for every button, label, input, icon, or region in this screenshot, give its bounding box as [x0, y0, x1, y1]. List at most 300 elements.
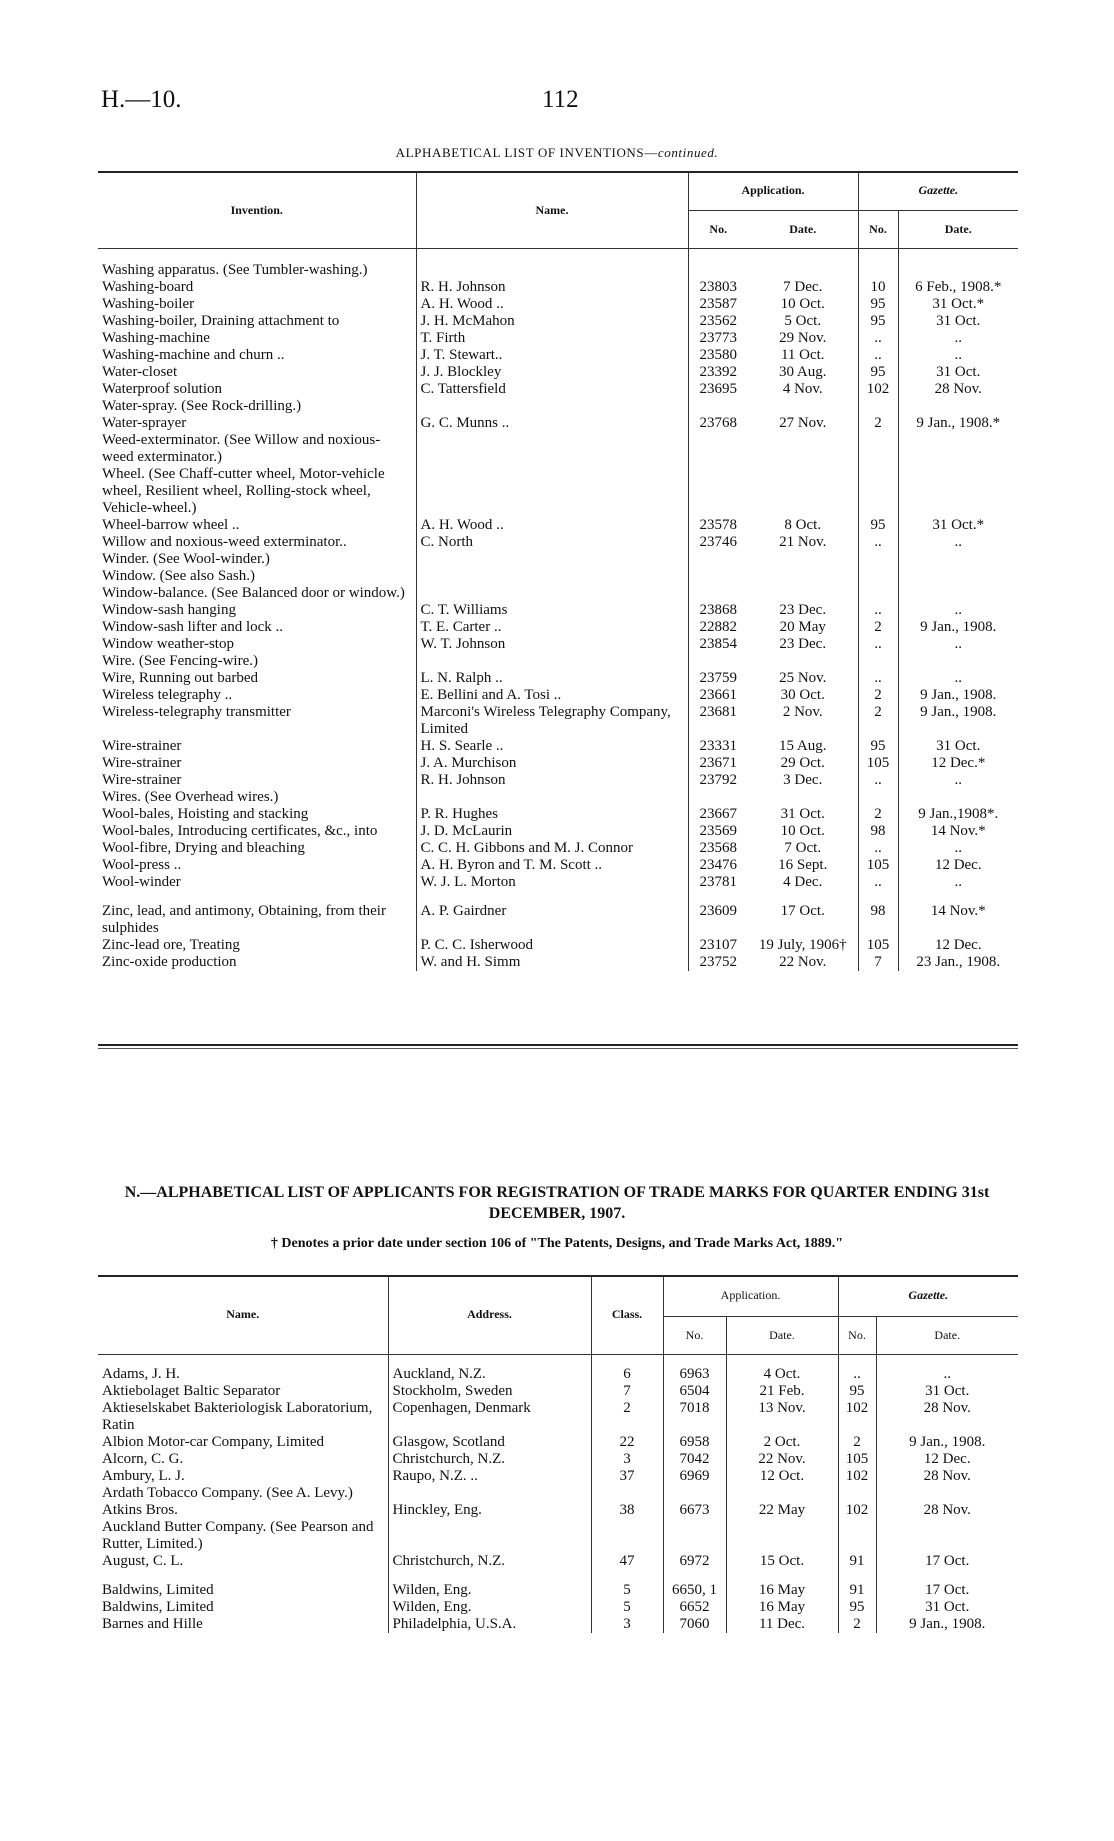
app-date-cell: 5 Oct. [784, 313, 822, 329]
gazette-no-cell: 95 [858, 296, 898, 313]
app-date-cell: 30 Aug. [779, 364, 827, 380]
col2-gaz-date: Date. [876, 1316, 1018, 1354]
app-date-cell: 4 Dec. [783, 874, 823, 890]
table-row [98, 432, 1018, 466]
app-date-cell [726, 1485, 838, 1502]
gazette-date-cell: .. [898, 670, 1018, 687]
app-date-cell: 22 May [726, 1502, 838, 1519]
name-cell: A. P. Gairdner [416, 903, 688, 937]
applicant-name-cell: Ambury, L. J. [102, 1468, 185, 1484]
gazette-date-cell [898, 432, 1018, 466]
app-date-cell: 3 Dec. [783, 772, 823, 788]
app-date-cell: 16 May [726, 1599, 838, 1616]
app-date-cell: 27 Nov. [779, 415, 827, 431]
table-row [98, 789, 1018, 806]
gazette-date-cell: 9 Jan.,1908*. [898, 806, 1018, 823]
class-cell: 37 [591, 1468, 663, 1485]
gazette-no-cell [858, 551, 898, 568]
app-date-cell: 29 Oct. [780, 755, 825, 771]
invention-cell: Washing-boiler [102, 296, 195, 312]
app-date-cell: 7 Oct. [784, 840, 822, 856]
app-no-cell: 6958 [663, 1434, 726, 1451]
gazette-no-cell: .. [858, 534, 898, 551]
gazette-date-cell: 12 Dec. [898, 937, 1018, 954]
gazette-no-cell: 91 [838, 1582, 876, 1599]
gazette-date-cell: 28 Nov. [876, 1400, 1018, 1434]
trade-marks-table [98, 1276, 1018, 1633]
table-row [98, 1519, 1018, 1553]
col-gazette: Gazette. [858, 172, 1018, 210]
gazette-date-cell: 28 Nov. [876, 1502, 1018, 1519]
table-row [98, 1434, 1018, 1451]
class-cell [591, 1519, 663, 1553]
table-row [98, 636, 1018, 653]
applicant-name-cell: Baldwins, Limited [102, 1582, 214, 1598]
table-row [98, 398, 1018, 415]
inventions-table-body [98, 262, 1018, 971]
app-no-cell [688, 398, 748, 415]
gazette-date-cell: 28 Nov. [876, 1468, 1018, 1485]
gazette-date-cell: 31 Oct. [898, 313, 1018, 330]
name-cell: C. T. Williams [416, 602, 688, 619]
name-cell [416, 551, 688, 568]
gazette-date-cell [898, 551, 1018, 568]
app-no-cell: 23476 [688, 857, 748, 874]
name-cell: G. C. Munns .. [416, 415, 688, 432]
name-cell [416, 585, 688, 602]
class-cell [591, 1485, 663, 1502]
app-no-cell: 23768 [688, 415, 748, 432]
gazette-no-cell: 95 [858, 517, 898, 534]
gazette-no-cell: 95 [838, 1599, 876, 1616]
app-no-cell: 23392 [688, 364, 748, 381]
gazette-no-cell: 105 [858, 937, 898, 954]
name-cell: L. N. Ralph .. [416, 670, 688, 687]
name-cell: R. H. Johnson [416, 772, 688, 789]
gazette-no-cell: 2 [858, 704, 898, 738]
trade-marks-table-body [98, 1366, 1018, 1633]
table-row [98, 772, 1018, 789]
gazette-no-cell [858, 262, 898, 279]
app-no-cell [663, 1485, 726, 1502]
gazette-no-cell: 95 [838, 1383, 876, 1400]
app-date-cell: 31 Oct. [780, 806, 825, 822]
app-no-cell: 6972 [663, 1553, 726, 1570]
name-cell: C. North [416, 534, 688, 551]
app-no-cell: 23752 [688, 954, 748, 971]
applicant-name-cell: Adams, J. H. [102, 1366, 180, 1382]
applicant-name-cell: Barnes and Hille [102, 1616, 203, 1632]
app-no-cell: 23695 [688, 381, 748, 398]
class-cell: 5 [591, 1599, 663, 1616]
app-date-cell: 29 Nov. [779, 330, 827, 346]
invention-cell: Zinc-lead ore, Treating [102, 937, 240, 953]
invention-cell: Wire. (See Fencing-wire.) [102, 653, 258, 669]
gazette-no-cell: 91 [838, 1553, 876, 1570]
table-row [98, 687, 1018, 704]
table-bottom-rule [98, 1044, 1018, 1046]
applicant-name-cell: Atkins Bros. [102, 1502, 178, 1518]
app-date-cell [748, 466, 858, 517]
address-cell: Philadelphia, U.S.A. [388, 1616, 591, 1633]
table-row [98, 415, 1018, 432]
gazette-no-cell: .. [858, 772, 898, 789]
name-cell: Marconi's Wireless Telegraphy Company, Limited [416, 704, 688, 738]
gazette-date-cell: .. [898, 347, 1018, 364]
app-no-cell: 6652 [663, 1599, 726, 1616]
invention-cell: Water-spray. (See Rock-drilling.) [102, 398, 302, 414]
name-cell: T. Firth [416, 330, 688, 347]
name-cell: E. Bellini and A. Tosi .. [416, 687, 688, 704]
applicant-name-cell: Aktiebolaget Baltic Separator [102, 1383, 281, 1399]
name-cell: J. A. Murchison [416, 755, 688, 772]
name-cell: A. H. Byron and T. M. Scott .. [416, 857, 688, 874]
invention-cell: Washing-boiler, Draining attachment to [102, 313, 340, 329]
invention-cell: Zinc-oxide production [102, 954, 237, 970]
name-cell: J. J. Blockley [416, 364, 688, 381]
gazette-date-cell: .. [898, 874, 1018, 891]
row-spacer [98, 1570, 1018, 1582]
app-no-cell: 7018 [663, 1400, 726, 1434]
invention-cell: Zinc, lead, and antimony, Obtaining, from their sulphides [102, 903, 386, 936]
invention-cell: Wire-strainer [102, 738, 182, 754]
app-no-cell: 7042 [663, 1451, 726, 1468]
invention-cell: Washing-board [102, 279, 194, 295]
invention-cell: Wires. (See Overhead wires.) [102, 789, 279, 805]
col-gaz-no: No. [858, 210, 898, 248]
app-date-cell: 10 Oct. [780, 823, 825, 839]
app-date-cell: 15 Aug. [779, 738, 827, 754]
table-row [98, 1485, 1018, 1502]
col2-app-no: No. [663, 1316, 726, 1354]
gazette-date-cell [876, 1519, 1018, 1553]
gazette-no-cell: 102 [838, 1468, 876, 1485]
app-no-cell: 23562 [688, 313, 748, 330]
name-cell: W. and H. Simm [416, 954, 688, 971]
class-cell: 3 [591, 1451, 663, 1468]
name-cell: C. Tattersfield [416, 381, 688, 398]
gazette-date-cell [898, 653, 1018, 670]
invention-cell: Wool-winder [102, 874, 181, 890]
class-cell: 6 [591, 1366, 663, 1383]
gazette-date-cell: 12 Dec.* [898, 755, 1018, 772]
gazette-no-cell: 7 [858, 954, 898, 971]
class-cell: 47 [591, 1553, 663, 1570]
class-cell: 5 [591, 1582, 663, 1599]
name-cell [416, 262, 688, 279]
gazette-no-cell: 2 [858, 687, 898, 704]
invention-cell: Water-closet [102, 364, 178, 380]
table-row [98, 1468, 1018, 1485]
app-date-cell: 22 Nov. [726, 1451, 838, 1468]
gazette-no-cell: 102 [838, 1502, 876, 1519]
gazette-no-cell: .. [858, 636, 898, 653]
gazette-date-cell: .. [898, 534, 1018, 551]
gazette-no-cell: 102 [838, 1400, 876, 1434]
name-cell: R. H. Johnson [416, 279, 688, 296]
table-row [98, 585, 1018, 602]
gazette-date-cell: 6 Feb., 1908.* [898, 279, 1018, 296]
address-cell: Wilden, Eng. [388, 1599, 591, 1616]
invention-cell: Window. (See also Sash.) [102, 568, 255, 584]
app-no-cell: 23868 [688, 602, 748, 619]
gazette-date-cell: 31 Oct. [876, 1383, 1018, 1400]
invention-cell: Window weather-stop [102, 636, 234, 652]
gazette-no-cell: 105 [858, 755, 898, 772]
table-row [98, 738, 1018, 755]
gazette-no-cell: 2 [838, 1616, 876, 1633]
class-cell: 3 [591, 1616, 663, 1633]
gazette-date-cell: 14 Nov.* [898, 903, 1018, 937]
address-cell: Glasgow, Scotland [388, 1434, 591, 1451]
table-row [98, 704, 1018, 738]
gazette-no-cell [858, 398, 898, 415]
table-row [98, 1582, 1018, 1599]
gazette-date-cell: 28 Nov. [898, 381, 1018, 398]
app-date-cell [726, 1519, 838, 1553]
app-no-cell: 6650, 1 [663, 1582, 726, 1599]
gazette-no-cell: .. [858, 347, 898, 364]
app-date-cell [748, 789, 858, 806]
app-date-cell: 10 Oct. [780, 296, 825, 312]
address-cell: Wilden, Eng. [388, 1582, 591, 1599]
invention-cell: Water-sprayer [102, 415, 187, 431]
table-row [98, 568, 1018, 585]
app-no-cell: 6963 [663, 1366, 726, 1383]
gazette-date-cell: .. [898, 330, 1018, 347]
address-cell [388, 1519, 591, 1553]
app-no-cell: 23569 [688, 823, 748, 840]
app-no-cell [688, 551, 748, 568]
invention-cell: Window-sash hanging [102, 602, 236, 618]
app-no-cell: 23587 [688, 296, 748, 313]
app-no-cell: 23578 [688, 517, 748, 534]
section-n-title: N.—ALPHABETICAL LIST OF APPLICANTS FOR REGISTRATION OF TRADE MARKS FOR QUARTER ENDING 31st DECEMBER, 1907. [124, 1184, 990, 1222]
invention-cell: Window-sash lifter and lock .. [102, 619, 284, 635]
section-n-note: † Denotes a prior date under section 106 of "The Patents, Designs, and Trade Marks Act, 1889." [270, 1236, 844, 1251]
app-no-cell: 23107 [688, 937, 748, 954]
name-cell [416, 466, 688, 517]
col-gaz-date: Date. [898, 210, 1018, 248]
app-date-cell: 22 Nov. [779, 954, 827, 970]
table-row [98, 670, 1018, 687]
app-no-cell [688, 789, 748, 806]
table-row [98, 534, 1018, 551]
app-no-cell: 23580 [688, 347, 748, 364]
invention-cell: Washing-machine [102, 330, 210, 346]
gazette-no-cell: 98 [858, 823, 898, 840]
app-date-cell [748, 262, 858, 279]
app-no-cell: 23803 [688, 279, 748, 296]
app-date-cell: 21 Nov. [779, 534, 827, 550]
app-date-cell: 16 Sept. [778, 857, 828, 873]
name-cell: W. J. L. Morton [416, 874, 688, 891]
applicant-name-cell: Aktieselskabet Bakteriologisk Laboratorium, Ratin [102, 1400, 373, 1433]
app-date-cell [748, 585, 858, 602]
name-cell [416, 653, 688, 670]
invention-cell: Wheel. (See Chaff-cutter wheel, Motor-vehicle wheel, Resilient wheel, Rolling-stock wheel, Vehicle-wheel.) [102, 466, 385, 516]
table-row [98, 619, 1018, 636]
table-row [98, 1400, 1018, 1434]
gazette-date-cell [898, 262, 1018, 279]
invention-cell: Wool-fibre, Drying and bleaching [102, 840, 305, 856]
app-no-cell: 22882 [688, 619, 748, 636]
gazette-date-cell: 9 Jan., 1908. [898, 619, 1018, 636]
app-date-cell [748, 551, 858, 568]
app-no-cell: 6504 [663, 1383, 726, 1400]
app-no-cell: 6969 [663, 1468, 726, 1485]
table-row [98, 1451, 1018, 1468]
gazette-date-cell: 12 Dec. [876, 1451, 1018, 1468]
app-no-cell: 7060 [663, 1616, 726, 1633]
table-row [98, 806, 1018, 823]
applicant-name-cell: Albion Motor-car Company, Limited [102, 1434, 325, 1450]
inventions-list-title: ALPHABETICAL LIST OF INVENTIONS—continued. [395, 145, 719, 160]
table-row [98, 954, 1018, 971]
gazette-date-cell [898, 568, 1018, 585]
app-no-cell: 23681 [688, 704, 748, 738]
table-row [98, 381, 1018, 398]
address-cell: Hinckley, Eng. [388, 1502, 591, 1519]
table-row [98, 466, 1018, 517]
app-date-cell: 4 Oct. [726, 1366, 838, 1383]
class-cell: 2 [591, 1400, 663, 1434]
address-cell: Copenhagen, Denmark [388, 1400, 591, 1434]
name-cell: J. H. McMahon [416, 313, 688, 330]
document-code: H.—10. [101, 86, 182, 113]
applicant-name-cell: Auckland Butter Company. (See Pearson and Rutter, Limited.) [102, 1519, 374, 1552]
table-row [98, 874, 1018, 891]
table-row [98, 347, 1018, 364]
col-application: Application. [688, 172, 858, 210]
gazette-date-cell [876, 1485, 1018, 1502]
class-cell: 38 [591, 1502, 663, 1519]
app-date-cell: 11 Oct. [780, 347, 825, 363]
table-row [98, 1383, 1018, 1400]
name-cell: J. D. McLaurin [416, 823, 688, 840]
class-cell: 7 [591, 1383, 663, 1400]
table-row [98, 903, 1018, 937]
invention-cell: Wire-strainer [102, 755, 182, 771]
table-bottom-rule-thin [98, 1048, 1018, 1049]
table-row [98, 653, 1018, 670]
gazette-no-cell [838, 1485, 876, 1502]
table-row [98, 313, 1018, 330]
gazette-date-cell: 23 Jan., 1908. [898, 954, 1018, 971]
invention-cell: Wool-press .. [102, 857, 182, 873]
gazette-no-cell: 105 [858, 857, 898, 874]
name-cell: P. R. Hughes [416, 806, 688, 823]
gazette-no-cell [858, 585, 898, 602]
name-cell [416, 568, 688, 585]
app-date-cell: 20 May [779, 619, 826, 635]
gazette-no-cell: .. [858, 874, 898, 891]
app-date-cell: 30 Oct. [780, 687, 825, 703]
address-cell [388, 1485, 591, 1502]
gazette-date-cell: 9 Jan., 1908.* [898, 415, 1018, 432]
gazette-date-cell: 31 Oct. [898, 738, 1018, 755]
gazette-date-cell: .. [898, 602, 1018, 619]
invention-cell: Wireless-telegraphy transmitter [102, 704, 291, 720]
col2-app-date: Date. [726, 1316, 838, 1354]
gazette-no-cell [858, 466, 898, 517]
col2-gaz-no: No. [838, 1316, 876, 1354]
app-no-cell: 23667 [688, 806, 748, 823]
app-no-cell: 23854 [688, 636, 748, 653]
app-date-cell: 19 July, 1906† [758, 937, 847, 953]
gazette-date-cell: 17 Oct. [876, 1553, 1018, 1570]
gazette-no-cell: 2 [858, 806, 898, 823]
name-cell: W. T. Johnson [416, 636, 688, 653]
name-cell: A. H. Wood .. [416, 517, 688, 534]
gazette-no-cell: 95 [858, 738, 898, 755]
app-date-cell [748, 653, 858, 670]
app-date-cell: 11 Dec. [726, 1616, 838, 1633]
address-cell: Raupo, N.Z. .. [388, 1468, 591, 1485]
invention-cell: Wool-bales, Hoisting and stacking [102, 806, 309, 822]
app-date-cell: 23 Dec. [779, 602, 827, 618]
class-cell: 22 [591, 1434, 663, 1451]
gazette-no-cell: .. [858, 330, 898, 347]
table-row [98, 262, 1018, 279]
table-row [98, 823, 1018, 840]
invention-cell: Wireless telegraphy .. [102, 687, 233, 703]
gazette-no-cell: 98 [858, 903, 898, 937]
app-no-cell: 23609 [688, 903, 748, 937]
gazette-date-cell: 31 Oct.* [898, 517, 1018, 534]
applicant-name-cell: Baldwins, Limited [102, 1599, 214, 1615]
col-app-no: No. [688, 210, 748, 248]
name-cell: H. S. Searle .. [416, 738, 688, 755]
app-date-cell: 17 Oct. [780, 903, 825, 919]
gazette-no-cell: 95 [858, 364, 898, 381]
gazette-date-cell: .. [898, 772, 1018, 789]
gazette-no-cell: .. [858, 840, 898, 857]
gazette-date-cell [898, 466, 1018, 517]
invention-cell: Willow and noxious-weed exterminator.. [102, 534, 347, 550]
page-number: 112 [542, 86, 579, 113]
gazette-no-cell [858, 432, 898, 466]
gazette-no-cell: 2 [858, 415, 898, 432]
gazette-date-cell [898, 585, 1018, 602]
table-row [98, 840, 1018, 857]
gazette-date-cell [898, 398, 1018, 415]
app-no-cell: 23792 [688, 772, 748, 789]
name-cell: P. C. C. Isherwood [416, 937, 688, 954]
invention-cell: Weed-exterminator. (See Willow and noxious-weed exterminator.) [102, 432, 381, 465]
gazette-no-cell: 10 [858, 279, 898, 296]
gazette-date-cell: .. [898, 840, 1018, 857]
applicant-name-cell: August, C. L. [102, 1553, 184, 1569]
gazette-no-cell [858, 653, 898, 670]
name-cell: J. T. Stewart.. [416, 347, 688, 364]
gazette-date-cell: 9 Jan., 1908. [876, 1434, 1018, 1451]
name-cell: A. H. Wood .. [416, 296, 688, 313]
app-date-cell: 8 Oct. [784, 517, 822, 533]
applicant-name-cell: Alcorn, C. G. [102, 1451, 184, 1467]
gazette-no-cell: .. [838, 1366, 876, 1383]
gazette-date-cell: 31 Oct. [876, 1599, 1018, 1616]
app-no-cell: 23331 [688, 738, 748, 755]
applicant-name-cell: Ardath Tobacco Company. (See A. Levy.) [102, 1485, 353, 1501]
app-no-cell: 23671 [688, 755, 748, 772]
name-cell [416, 398, 688, 415]
app-no-cell: 23773 [688, 330, 748, 347]
app-no-cell [688, 466, 748, 517]
gazette-no-cell: 95 [858, 313, 898, 330]
gazette-date-cell: 31 Oct.* [898, 296, 1018, 313]
app-date-cell: 16 May [726, 1582, 838, 1599]
